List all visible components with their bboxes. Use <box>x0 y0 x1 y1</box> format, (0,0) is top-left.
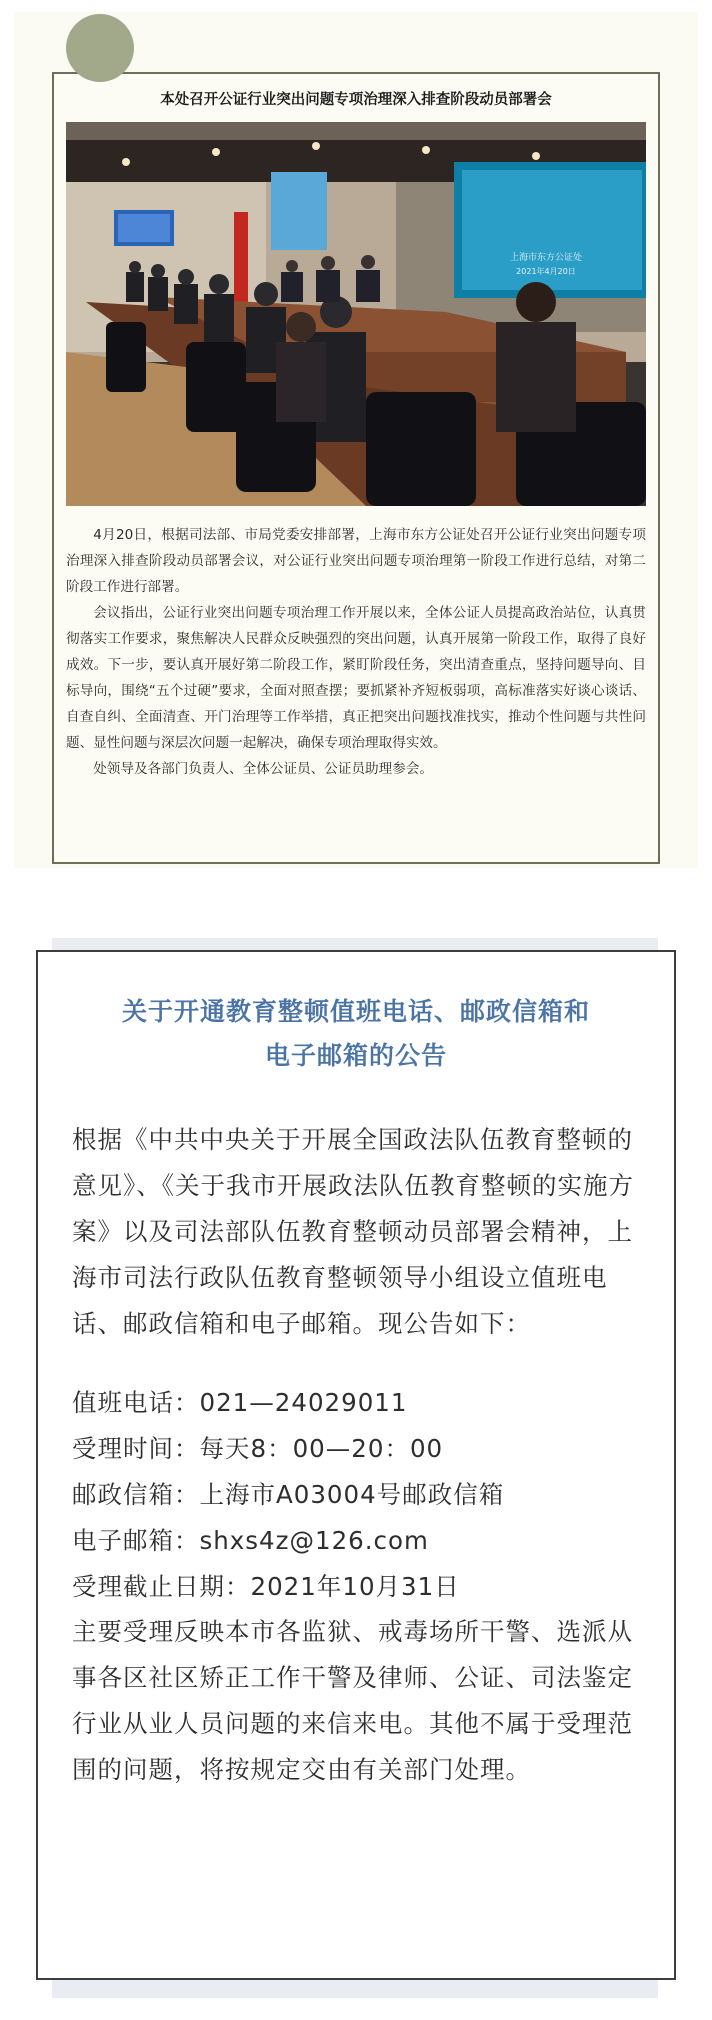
info-row-phone <box>72 1380 644 1426</box>
email-value: shxs4z@126.com <box>199 1526 429 1555</box>
deadline-value: 2021年10月31日 <box>250 1572 460 1601</box>
meeting-photo <box>66 122 646 506</box>
mailbox-value: 上海市A03004号邮政信箱 <box>199 1480 505 1509</box>
screen-text-2: 2021年4月20日 <box>516 267 576 276</box>
info-row-deadline <box>72 1564 644 1610</box>
news-paragraph: 4月20日，根据司法部、市局党委安排部署，上海市东方公证处召开公证行业突出问题专项治理深入排查阶段动员部署会议，对公证行业突出问题专项治理第一阶段工作进行总结，对第二阶段工作进行部署。 <box>66 527 646 595</box>
notice-scope <box>72 1609 644 1793</box>
news-article <box>66 522 646 782</box>
hours-value: 每天8：00—20：00 <box>199 1434 444 1463</box>
notice-title-line1: 关于开通教育整顿值班电话、邮政信箱和 <box>121 997 590 1026</box>
notice-intro <box>72 1117 644 1347</box>
notice-info-list <box>72 1380 644 1610</box>
info-row-mailbox <box>72 1472 644 1518</box>
notice-title <box>38 990 674 1078</box>
meeting-photo-illustration <box>66 122 646 506</box>
notice-scope-text: 主要受理反映本市各监狱、戒毒场所干警、选派从事各区社区矫正工作干警及律师、公证、司法鉴定行业从业人员问题的来信来电。其他不属于受理范围的问题，将按规定交由有关部门处理。 <box>72 1617 633 1784</box>
news-card <box>52 72 660 864</box>
news-paragraph: 处领导及各部门负责人、全体公证员、公证员助理参会。 <box>93 761 434 777</box>
phone-value: 021—24029011 <box>199 1388 408 1417</box>
notice-card <box>36 950 676 1980</box>
news-paragraph: 会议指出，公证行业突出问题专项治理工作开展以来，全体公证人员提高政治站位，认真贯彻落实工作要求，聚焦解决人民群众反映强烈的突出问题，认真开展第一阶段工作，取得了良好成效。下一步，要认真开展好第二阶段工作，紧盯阶段任务，突出清查重点，坚持问题导向、目标导向，围绕“五个过硬”要求，全面对照查摆；要抓紧补齐短板弱项，高标准落实好谈心谈话、自查自纠、全面清查、开门治理等工作举措，真正把突出问题找准找实，推动个性问题与共性问题、显性问题与深层次问题一起解决，确保专项治理取得实效。 <box>66 605 646 751</box>
info-label: 邮政信箱： <box>72 1480 200 1509</box>
info-row-email <box>72 1518 644 1564</box>
decorative-circle <box>66 14 134 82</box>
notice-intro-text: 根据《中共中央关于开展全国政法队伍教育整顿的意见》、《关于我市开展政法队伍教育整顿的实施方案》以及司法部队伍教育整顿动员部署会精神，上海市司法行政队伍教育整顿领导小组设立值班电话、邮政信箱和电子邮箱。现公告如下： <box>72 1125 634 1338</box>
info-label: 值班电话： <box>72 1388 200 1417</box>
info-row-hours <box>72 1426 644 1472</box>
info-label: 电子邮箱： <box>72 1526 200 1555</box>
info-label: 受理截止日期： <box>72 1572 251 1601</box>
screen-text-1: 上海市东方公证处 <box>509 253 583 263</box>
info-label: 受理时间： <box>72 1434 200 1463</box>
news-title: 本处召开公证行业突出问题专项治理深入排查阶段动员部署会 <box>160 92 552 108</box>
notice-title-line2: 电子邮箱的公告 <box>264 1041 447 1070</box>
